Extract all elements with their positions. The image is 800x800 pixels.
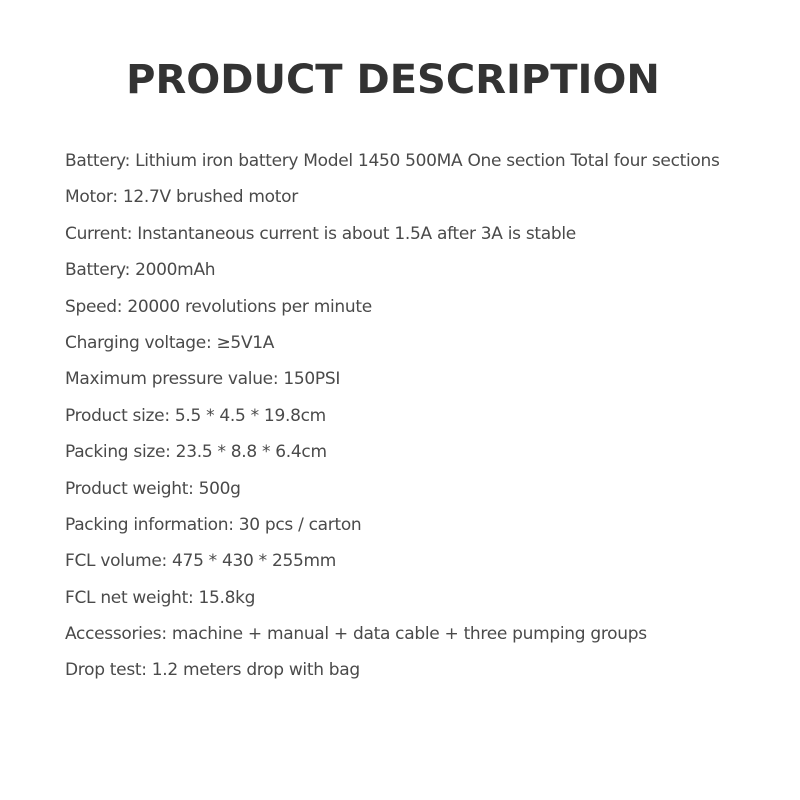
spec-accessories: Accessories: machine + manual + data cable + three pumping groups	[65, 624, 647, 645]
spec-battery-capacity: Battery: 2000mAh	[65, 260, 216, 281]
spec-list	[65, 143, 720, 689]
spec-fcl-net-weight: FCL net weight: 15.8kg	[65, 587, 256, 608]
page-title: PRODUCT DESCRIPTION	[126, 57, 660, 103]
spec-fcl-volume: FCL volume: 475 * 430 * 255mm	[65, 551, 337, 572]
spec-packing-size: Packing size: 23.5 * 8.8 * 6.4cm	[65, 442, 327, 463]
spec-charging-voltage: Charging voltage: ≥5V1A	[65, 332, 275, 353]
spec-max-pressure: Maximum pressure value: 150PSI	[65, 369, 341, 390]
spec-speed: Speed: 20000 revolutions per minute	[65, 296, 372, 317]
spec-product-weight: Product weight: 500g	[65, 478, 241, 499]
spec-current: Current: Instantaneous current is about 1.5A after 3A is stable	[65, 223, 576, 244]
spec-packing-information: Packing information: 30 pcs / carton	[65, 514, 362, 535]
spec-product-size: Product size: 5.5 * 4.5 * 19.8cm	[65, 405, 326, 426]
spec-battery-type: Battery: Lithium iron battery Model 1450 500MA One section Total four sections	[65, 151, 720, 171]
spec-drop-test: Drop test: 1.2 meters drop with bag	[65, 660, 360, 681]
spec-motor: Motor: 12.7V brushed motor	[65, 187, 298, 208]
